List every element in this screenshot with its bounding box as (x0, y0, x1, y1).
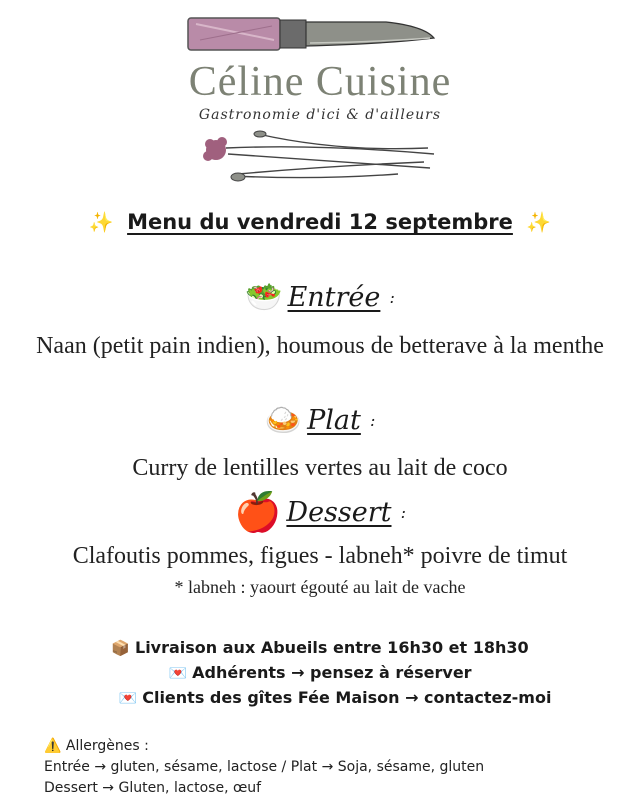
members-text: Adhérents → pensez à réserver (192, 663, 472, 682)
package-icon: 📦 (111, 639, 130, 657)
delivery-line (0, 638, 640, 657)
menu-title: Menu du vendredi 12 septembre (127, 210, 513, 234)
clients-text: Clients des gîtes Fée Maison → contactez-moi (142, 688, 552, 707)
menu-title-row (0, 210, 640, 234)
sparkle-icon: ✨ (88, 210, 114, 234)
curry-icon: 🍛 (264, 403, 303, 438)
plat-label: Plat (307, 405, 361, 436)
flower-illustration (198, 124, 438, 186)
salad-icon: 🥗 (245, 280, 283, 315)
sparkle-icon: ✨ (526, 210, 552, 234)
dessert-note: * labneh : yaourt égouté au lait de vache (174, 577, 466, 597)
warning-icon: ⚠️ (44, 738, 62, 754)
allergens-line-1: Entrée → gluten, sésame, lactose / Plat → Soja, sésame, gluten (44, 759, 485, 775)
dessert-heading: 🍎 Dessert : (234, 490, 406, 534)
brand-tagline: Gastronomie d'ici & d'ailleurs (198, 107, 442, 123)
brand-name: Céline Cuisine (188, 59, 452, 105)
delivery-text: Livraison aux Abueils entre 16h30 et 18h30 (135, 638, 529, 657)
entree-heading: 🥗 Entrée : (245, 280, 395, 315)
love-letter-icon: 💌 (168, 664, 188, 682)
apple-icon: 🍎 (234, 490, 282, 534)
allergens-line-2: Dessert → Gluten, lactose, œuf (44, 780, 262, 796)
allergens-heading-line (44, 736, 484, 757)
love-letter-icon: 💌 (118, 689, 138, 707)
plat-dish: Curry de lentilles vertes au lait de coco (132, 455, 508, 481)
entree-dish: Naan (petit pain indien), houmous de betterave à la menthe (36, 333, 604, 359)
allergens-block (44, 736, 484, 799)
dessert-dish: Clafoutis pommes, figues - labneh* poivre de timut (72, 543, 568, 569)
plat-heading: 🍛 Plat : (264, 403, 376, 438)
entree-label: Entrée (287, 282, 381, 313)
clients-line (0, 688, 640, 707)
members-line (0, 663, 640, 682)
allergens-heading: Allergènes : (65, 738, 149, 754)
dessert-label: Dessert (286, 497, 392, 528)
knife-illustration (186, 10, 436, 58)
